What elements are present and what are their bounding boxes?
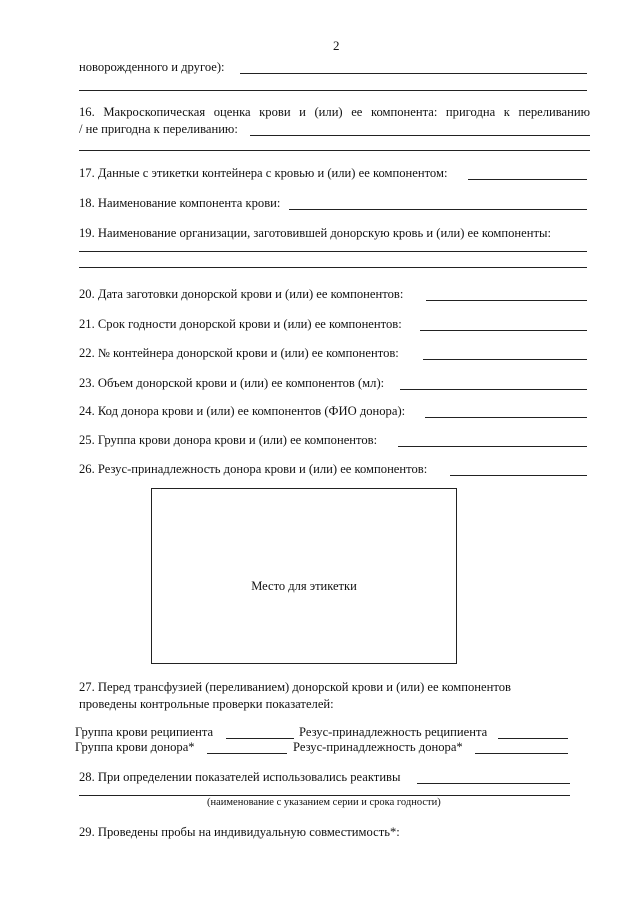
donor-rh-label: Резус-принадлежность донора* [293,740,463,754]
item-20-text: 20. Дата заготовки донорской крови и (или) ее компонентов: [79,287,404,301]
item-26-text: 26. Резус-принадлежность донора крови и (или) ее компонентов: [79,462,428,476]
item-16-line-2: / не пригодна к переливанию: [79,122,238,136]
fill-line-25[interactable] [398,446,587,447]
fill-line-recipient-group[interactable] [226,738,294,739]
fill-line-18[interactable] [289,209,587,210]
fill-line-continuation[interactable] [240,73,587,74]
fill-line-17[interactable] [468,179,587,180]
item-27-line-2: проведены контрольные проверки показателей: [79,697,334,711]
page-number: 2 [333,38,340,53]
item-28-text: 28. При определении показателей использовались реактивы [79,770,401,784]
fill-line-donor-group[interactable] [207,753,287,754]
fill-line-24[interactable] [425,417,587,418]
fill-line-23[interactable] [400,389,587,390]
item-25-text: 25. Группа крови донора крови и (или) ее компонентов: [79,433,378,447]
item-23-text: 23. Объем донорской крови и (или) ее компонентов (мл): [79,376,385,390]
fill-line-16-2[interactable] [79,150,590,151]
fill-line-26[interactable] [450,475,587,476]
label-placeholder-text: Место для этикетки [251,579,357,593]
item-21-text: 21. Срок годности донорской крови и (или) ее компонентов: [79,317,402,331]
fill-line-continuation-2[interactable] [79,90,587,91]
item-18-text: 18. Наименование компонента крови: [79,196,281,210]
fill-line-16[interactable] [250,135,590,136]
recipient-rh-label: Резус-принадлежность реципиента [299,725,488,739]
fill-line-28-2[interactable] [79,795,570,796]
fill-line-22[interactable] [423,359,587,360]
fill-line-21[interactable] [420,330,587,331]
item-29-text: 29. Проведены пробы на индивидуальную совместимость*: [79,825,400,839]
fill-line-recipient-rh[interactable] [498,738,568,739]
fill-line-20[interactable] [426,300,587,301]
donor-blood-group-label: Группа крови донора* [75,740,195,754]
item-22-text: 22. № контейнера донорской крови и (или) ее компонентов: [79,346,399,360]
item-24-text: 24. Код донора крови и (или) ее компонентов (ФИО донора): [79,404,406,418]
fill-line-donor-rh[interactable] [475,753,568,754]
item-16-line-1: 16. Макроскопическая оценка крови и (или) ее компонента: пригодна к переливанию [79,105,590,119]
item-19-text: 19. Наименование организации, заготовившей донорскую кровь и (или) ее компоненты: [79,226,551,240]
fill-line-19-2[interactable] [79,267,587,268]
fill-line-28[interactable] [417,783,570,784]
item-28-caption: (наименование с указанием серии и срока годности) [207,797,441,808]
item-27-line-1: 27. Перед трансфузией (переливанием) донорской крови и (или) ее компонентов [79,680,511,694]
item-17-text: 17. Данные с этикетки контейнера с кровью и (или) ее компонентом: [79,166,448,180]
recipient-blood-group-label: Группа крови реципиента [75,725,214,739]
fill-line-19-1[interactable] [79,251,587,252]
item-continuation-text: новорожденного и другое): [79,60,225,74]
label-placeholder-box [151,488,457,664]
